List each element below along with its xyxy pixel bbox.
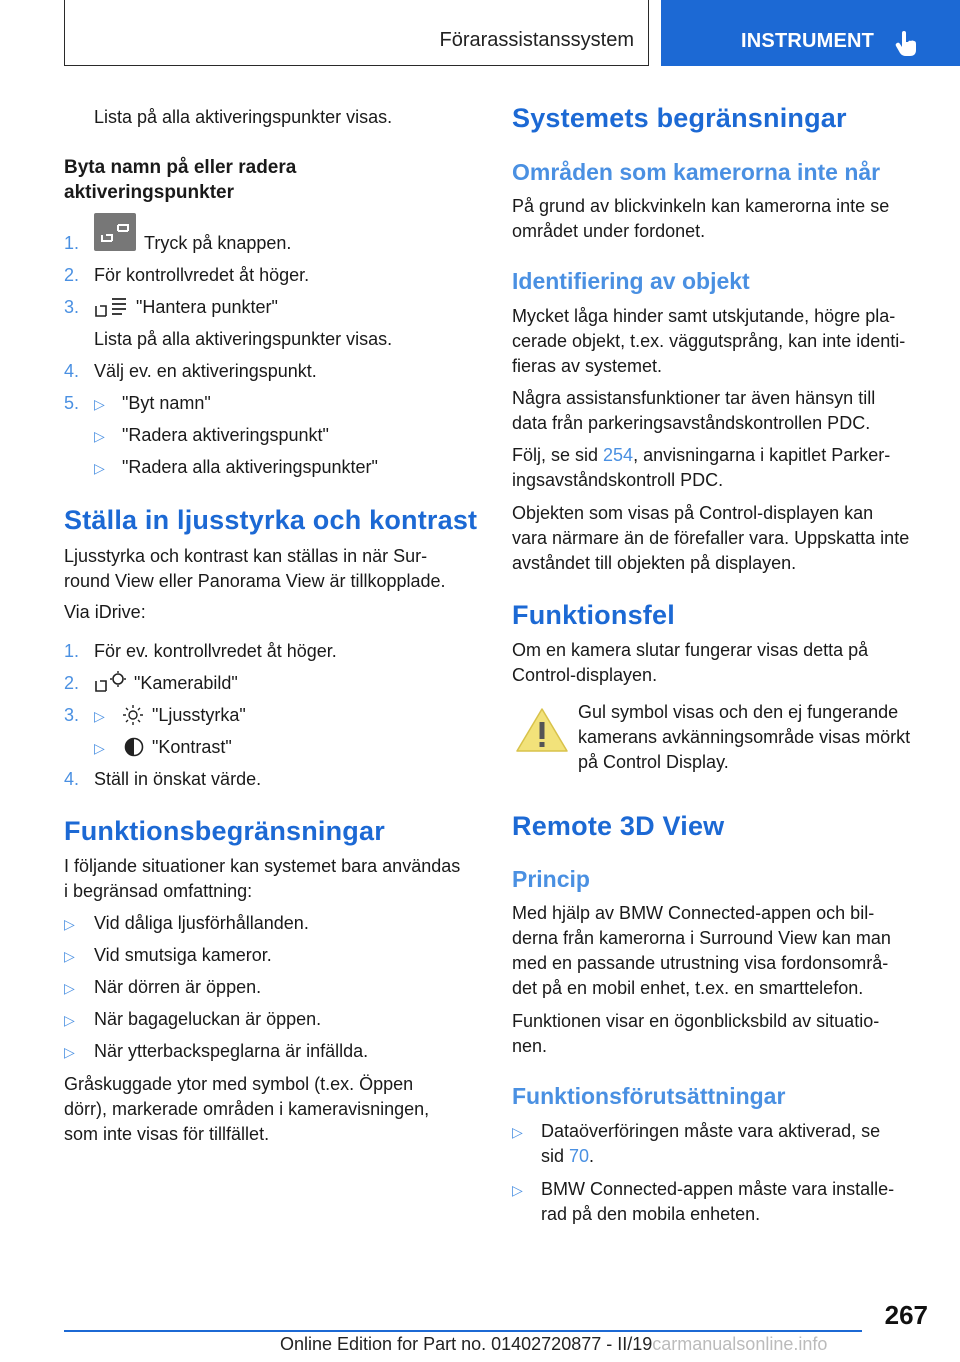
step-text: Ställ in önskat värde.	[94, 769, 262, 789]
bullet-triangle-icon: ▷	[64, 980, 75, 996]
bullet-triangle-icon: ▷	[64, 1044, 75, 1060]
footer-divider	[64, 1330, 862, 1332]
brightness-heading: Ställa in ljusstyrka och kontrast	[64, 505, 478, 535]
follow-text: ingsavståndskontroll PDC.	[512, 470, 724, 490]
objects-text: avståndet till objekten på displayen.	[512, 553, 797, 573]
bullet-triangle-icon: ▷	[64, 948, 75, 964]
step-number: 3.	[64, 297, 80, 317]
warning-text: på Control Display.	[578, 752, 729, 772]
header-chapter-tab	[661, 0, 960, 66]
header-section-tab	[64, 0, 649, 66]
option-text: "Radera alla aktiveringspunkter"	[122, 457, 378, 477]
follow-text	[512, 443, 890, 468]
step-number: 2.	[64, 265, 80, 285]
step-text: För kontrollvredet åt höger.	[94, 265, 310, 285]
principle-text: det på en mobil enhet, t.ex. en smarttelefon.	[512, 978, 864, 998]
bullet-triangle-icon: ▷	[512, 1182, 523, 1198]
malfunction-heading: Funktionsfel	[512, 600, 675, 630]
rename-title-line1: Byta namn på eller radera	[64, 157, 297, 178]
limits-text: I följande situationer kan systemet bara användas	[64, 856, 461, 876]
step-number: 3.	[64, 705, 80, 725]
grey-areas-text: som inte visas för tillfället.	[64, 1124, 270, 1144]
bullet-triangle-icon: ▷	[64, 1012, 75, 1028]
step-number: 4.	[64, 769, 80, 789]
limit-item: Vid dåliga ljusförhållanden.	[94, 913, 309, 933]
requirement-text: BMW Connected-appen måste vara installe‐	[541, 1179, 895, 1199]
contrast-icon	[124, 737, 144, 757]
principle-text: med en passande utrustning visa fordonsområ‐	[512, 953, 889, 973]
camera-range-text: På grund av blickvinkeln kan kamerorna inte se	[512, 196, 890, 216]
bullet-triangle-icon: ▷	[94, 428, 105, 444]
camera-range-heading: Områden som kamerorna inte når	[512, 159, 881, 185]
bullet-triangle-icon: ▷	[94, 708, 105, 724]
bullet-triangle-icon: ▷	[94, 396, 105, 412]
page-link-70[interactable]: 70	[569, 1146, 590, 1166]
via-idrive: Via iDrive:	[64, 602, 146, 622]
requirement-text-c: .	[589, 1146, 595, 1166]
header-chapter-title: INSTRUMENT	[741, 30, 875, 52]
function-text: nen.	[512, 1036, 548, 1056]
step-sub-text: Lista på alla aktiveringspunkter visas.	[94, 329, 393, 349]
grey-areas-text: dörr), markerade områden i kameravisningen,	[64, 1099, 430, 1119]
principle-heading: Princip	[512, 866, 590, 892]
requirement-text: Dataöverföringen måste vara aktiverad, se	[541, 1121, 881, 1141]
system-limits-heading: Systemets begränsningar	[512, 103, 847, 133]
bullet-triangle-icon: ▷	[512, 1124, 523, 1140]
malfunction-text: Om en kamera slutar fungerar visas detta på	[512, 640, 869, 660]
brightness-text: Ljusstyrka och kontrast kan ställas in när Sur‐	[64, 546, 428, 566]
bullet-triangle-icon: ▷	[64, 916, 75, 932]
limit-item: När dörren är öppen.	[94, 977, 262, 997]
page-link-254[interactable]: 254	[603, 445, 634, 465]
step-number: 2.	[64, 673, 80, 693]
object-detection-heading: Identifiering av objekt	[512, 268, 750, 294]
principle-text: Med hjälp av BMW Connected-appen och bil‐	[512, 903, 875, 923]
brightness-text: round View eller Panorama View är tillkopplade.	[64, 571, 446, 591]
requirement-text	[541, 1144, 594, 1169]
footer-edition	[280, 1334, 827, 1355]
header-section-title: Förarassistanssystem	[439, 29, 634, 51]
objects-text: Objekten som visas på Control-displayen kan	[512, 503, 874, 523]
edition-text: Online Edition for Part no. 01402720877 - II/19	[280, 1334, 653, 1354]
limit-item: När ytterbackspeglarna är infällda.	[94, 1041, 369, 1061]
page-number: 267	[884, 1300, 928, 1330]
intro-line: Lista på alla aktiveringspunkter visas.	[94, 107, 393, 127]
requirements-heading: Funktionsförutsättningar	[512, 1083, 786, 1109]
camera-image-icon	[94, 671, 126, 695]
limit-item: Vid smutsiga kameror.	[94, 945, 272, 965]
assist-text: Några assistansfunktioner tar även hänsyn till	[512, 388, 876, 408]
bullet-triangle-icon: ▷	[94, 460, 105, 476]
requirement-text: rad på den mobila enheten.	[541, 1204, 761, 1224]
remote-3d-view-heading: Remote 3D View	[512, 811, 725, 841]
warning-text: Gul symbol visas och den ej fungerande	[578, 702, 899, 722]
follow-text-b: , anvisningarna i kapitlet Parker‐	[633, 445, 891, 465]
principle-text: derna från kamerorna i Surround View kan man	[512, 928, 891, 948]
object-detection-text: fieras av systemet.	[512, 356, 663, 376]
step-number: 4.	[64, 361, 80, 381]
manage-points-icon	[94, 296, 128, 320]
rename-title-line2: aktiveringspunkter	[64, 182, 234, 203]
step-text: Tryck på knappen.	[144, 233, 292, 253]
step-text: "Kamerabild"	[134, 673, 238, 693]
step-number: 1.	[64, 641, 80, 661]
camera-range-text: området under fordonet.	[512, 221, 706, 241]
option-text: "Byt namn"	[122, 393, 211, 413]
camera-button-icon	[94, 213, 136, 251]
assist-text: data från parkeringsavståndskontrollen PDC.	[512, 413, 871, 433]
object-detection-text: Mycket låga hinder samt utskjutande, högre pla‐	[512, 306, 896, 326]
option-text: "Radera aktiveringspunkt"	[122, 425, 329, 445]
requirement-text-b: sid	[541, 1146, 570, 1166]
option-text: "Ljusstyrka"	[152, 705, 246, 725]
malfunction-text: Control-displayen.	[512, 665, 658, 685]
hand-pointer-icon	[894, 31, 918, 57]
limits-heading: Funktionsbegränsningar	[64, 816, 385, 846]
bullet-triangle-icon: ▷	[94, 740, 105, 756]
step-text: Välj ev. en aktiveringspunkt.	[94, 361, 317, 381]
warning-text: kamerans avkänningsområde visas mörkt	[578, 727, 911, 747]
step-text: "Hantera punkter"	[136, 297, 278, 317]
warning-triangle-icon	[514, 706, 570, 754]
objects-text: vara närmare än de förefaller vara. Uppskatta inte	[512, 528, 910, 548]
function-text: Funktionen visar en ögonblicksbild av situatio‐	[512, 1011, 880, 1031]
brightness-sun-icon	[122, 704, 144, 726]
limits-text: i begränsad omfattning:	[64, 881, 253, 901]
step-number: 1.	[64, 233, 80, 253]
follow-text-a: Följ, se sid	[512, 445, 604, 465]
limit-item: När bagageluckan är öppen.	[94, 1009, 322, 1029]
grey-areas-text: Gråskuggade ytor med symbol (t.ex. Öppen	[64, 1074, 414, 1094]
watermark: carmanualsonline.info	[652, 1334, 828, 1354]
object-detection-text: cerade objekt, t.ex. väggutsprång, kan inte identi‐	[512, 331, 906, 351]
step-number: 5.	[64, 393, 80, 413]
step-text: För ev. kontrollvredet åt höger.	[94, 641, 337, 661]
option-text: "Kontrast"	[152, 737, 232, 757]
